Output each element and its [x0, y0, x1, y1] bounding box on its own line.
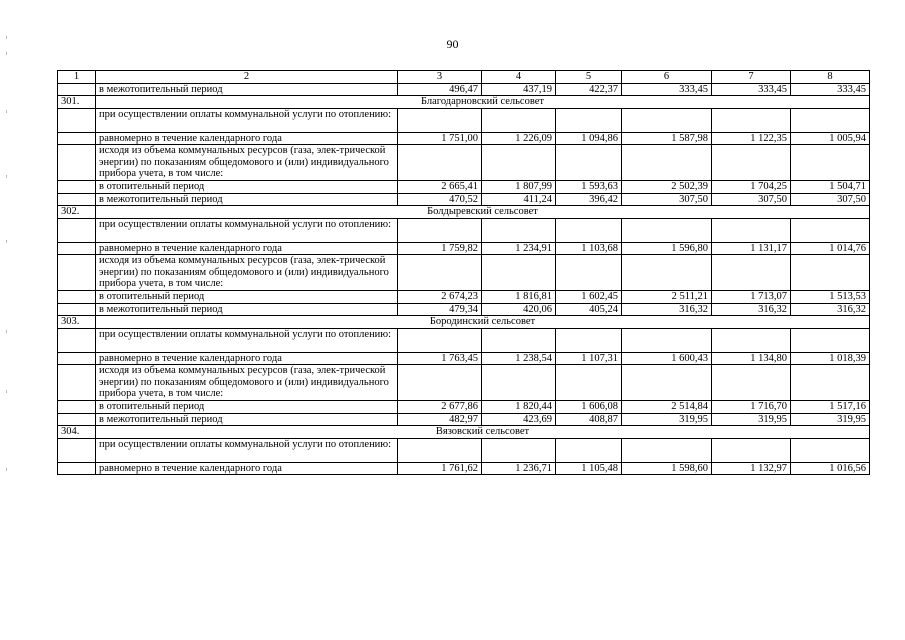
- table-body: [58, 71, 870, 475]
- table-row: [58, 242, 870, 255]
- value-cell: 1 018,39: [791, 352, 870, 365]
- table-row: [58, 328, 870, 352]
- value-cell: [622, 255, 712, 291]
- section-title: Вязовский сельсовет: [96, 426, 870, 439]
- row-label: в отопительный период: [96, 181, 398, 194]
- column-number-cell: 2: [96, 71, 398, 84]
- value-cell: [556, 218, 622, 242]
- index-cell: [58, 83, 96, 96]
- row-label: при осуществлении оплаты коммунальной услуги по отоплению:: [96, 438, 398, 462]
- section-index: 304.: [58, 426, 96, 439]
- row-label: при осуществлении оплаты коммунальной услуги по отоплению:: [96, 328, 398, 352]
- value-cell: 1 751,00: [398, 132, 482, 145]
- section-title: Благодарновский сельсовет: [96, 96, 870, 109]
- index-cell: [58, 255, 96, 291]
- column-number-cell: 5: [556, 71, 622, 84]
- value-cell: 1 132,97: [712, 462, 791, 475]
- value-cell: [556, 438, 622, 462]
- value-cell: 1 103,68: [556, 242, 622, 255]
- table-row: [58, 255, 870, 291]
- index-cell: [58, 291, 96, 304]
- value-cell: 1 134,80: [712, 352, 791, 365]
- column-number-cell: 4: [482, 71, 556, 84]
- value-cell: [482, 328, 556, 352]
- value-cell: 307,50: [791, 193, 870, 206]
- table-row: [58, 438, 870, 462]
- value-cell: [622, 328, 712, 352]
- value-cell: 420,06: [482, 303, 556, 316]
- value-cell: 1 600,43: [622, 352, 712, 365]
- row-label: равномерно в течение календарного года: [96, 132, 398, 145]
- value-cell: 1 005,94: [791, 132, 870, 145]
- value-cell: 1 713,07: [712, 291, 791, 304]
- value-cell: 408,87: [556, 413, 622, 426]
- value-cell: 479,34: [398, 303, 482, 316]
- value-cell: [791, 255, 870, 291]
- section-index: 303.: [58, 316, 96, 329]
- row-label: исходя из объема коммунальных ресурсов (газа, элек-трической энергии) по показаниям общедомового и (или) индивидуального прибора учета, в том числе:: [96, 145, 398, 181]
- section-header-row: [58, 206, 870, 219]
- value-cell: [398, 255, 482, 291]
- row-label: при осуществлении оплаты коммунальной услуги по отоплению:: [96, 218, 398, 242]
- value-cell: 1 593,63: [556, 181, 622, 194]
- value-cell: 2 677,86: [398, 401, 482, 414]
- value-cell: [791, 145, 870, 181]
- value-cell: 2 514,84: [622, 401, 712, 414]
- value-cell: [622, 365, 712, 401]
- index-cell: [58, 438, 96, 462]
- value-cell: [482, 255, 556, 291]
- value-cell: [622, 145, 712, 181]
- column-number-row: [58, 71, 870, 84]
- value-cell: [398, 438, 482, 462]
- value-cell: [791, 438, 870, 462]
- value-cell: [556, 365, 622, 401]
- row-label: при осуществлении оплаты коммунальной услуги по отоплению:: [96, 108, 398, 132]
- value-cell: 496,47: [398, 83, 482, 96]
- value-cell: [712, 438, 791, 462]
- value-cell: 1 226,09: [482, 132, 556, 145]
- table-row: [58, 413, 870, 426]
- section-index: 301.: [58, 96, 96, 109]
- table-row: [58, 108, 870, 132]
- table-row: [58, 193, 870, 206]
- value-cell: 470,52: [398, 193, 482, 206]
- table-row: [58, 401, 870, 414]
- value-cell: [482, 365, 556, 401]
- value-cell: 2 665,41: [398, 181, 482, 194]
- row-label: исходя из объема коммунальных ресурсов (газа, элек-трической энергии) по показаниям общедомового и (или) индивидуального прибора учета, в том числе:: [96, 365, 398, 401]
- value-cell: 1 763,45: [398, 352, 482, 365]
- value-cell: 482,97: [398, 413, 482, 426]
- index-cell: [58, 413, 96, 426]
- value-cell: 423,69: [482, 413, 556, 426]
- value-cell: 1 014,76: [791, 242, 870, 255]
- value-cell: [398, 365, 482, 401]
- value-cell: [791, 108, 870, 132]
- value-cell: 1 598,60: [622, 462, 712, 475]
- index-cell: [58, 145, 96, 181]
- row-label: в отопительный период: [96, 291, 398, 304]
- row-label: в отопительный период: [96, 401, 398, 414]
- value-cell: 1 094,86: [556, 132, 622, 145]
- value-cell: [791, 328, 870, 352]
- value-cell: [622, 438, 712, 462]
- value-cell: 1 704,25: [712, 181, 791, 194]
- index-cell: [58, 401, 96, 414]
- section-header-row: [58, 426, 870, 439]
- value-cell: [712, 255, 791, 291]
- value-cell: 1 517,16: [791, 401, 870, 414]
- value-cell: 319,95: [791, 413, 870, 426]
- index-cell: [58, 328, 96, 352]
- value-cell: [622, 218, 712, 242]
- value-cell: 2 502,39: [622, 181, 712, 194]
- value-cell: 1 504,71: [791, 181, 870, 194]
- value-cell: [622, 108, 712, 132]
- row-label: в межотопительный период: [96, 83, 398, 96]
- index-cell: [58, 352, 96, 365]
- value-cell: [556, 108, 622, 132]
- value-cell: 2 511,21: [622, 291, 712, 304]
- value-cell: 319,95: [622, 413, 712, 426]
- column-number-cell: 6: [622, 71, 712, 84]
- value-cell: 319,95: [712, 413, 791, 426]
- row-label: равномерно в течение календарного года: [96, 352, 398, 365]
- value-cell: 396,42: [556, 193, 622, 206]
- value-cell: 333,45: [712, 83, 791, 96]
- value-cell: [556, 145, 622, 181]
- section-header-row: [58, 96, 870, 109]
- value-cell: 1 122,35: [712, 132, 791, 145]
- value-cell: 307,50: [622, 193, 712, 206]
- value-cell: 1 761,62: [398, 462, 482, 475]
- value-cell: 2 674,23: [398, 291, 482, 304]
- table-row: [58, 145, 870, 181]
- table-row: [58, 352, 870, 365]
- index-cell: [58, 303, 96, 316]
- table-row: [58, 365, 870, 401]
- table-row: [58, 218, 870, 242]
- value-cell: 1 759,82: [398, 242, 482, 255]
- table-row: [58, 181, 870, 194]
- table-row: [58, 291, 870, 304]
- table-row: [58, 132, 870, 145]
- index-cell: [58, 218, 96, 242]
- value-cell: 1 131,17: [712, 242, 791, 255]
- value-cell: 1 606,08: [556, 401, 622, 414]
- value-cell: [712, 365, 791, 401]
- value-cell: 1 716,70: [712, 401, 791, 414]
- value-cell: [712, 108, 791, 132]
- section-header-row: [58, 316, 870, 329]
- value-cell: [712, 145, 791, 181]
- index-cell: [58, 462, 96, 475]
- value-cell: 405,24: [556, 303, 622, 316]
- value-cell: 1 105,48: [556, 462, 622, 475]
- value-cell: [398, 145, 482, 181]
- column-number-cell: 3: [398, 71, 482, 84]
- section-title: Бородинский сельсовет: [96, 316, 870, 329]
- row-label: в межотопительный период: [96, 413, 398, 426]
- row-label: в межотопительный период: [96, 193, 398, 206]
- value-cell: [712, 218, 791, 242]
- index-cell: [58, 181, 96, 194]
- value-cell: 307,50: [712, 193, 791, 206]
- value-cell: 1 107,31: [556, 352, 622, 365]
- value-cell: 1 596,80: [622, 242, 712, 255]
- index-cell: [58, 365, 96, 401]
- row-label: в межотопительный период: [96, 303, 398, 316]
- value-cell: [398, 108, 482, 132]
- index-cell: [58, 242, 96, 255]
- page-number: 90: [446, 37, 459, 51]
- index-cell: [58, 132, 96, 145]
- value-cell: [482, 145, 556, 181]
- row-label: исходя из объема коммунальных ресурсов (газа, элек-трической энергии) по показаниям общедомового и (или) индивидуального прибора учета, в том числе:: [96, 255, 398, 291]
- value-cell: 1 016,56: [791, 462, 870, 475]
- value-cell: 1 587,98: [622, 132, 712, 145]
- value-cell: [556, 328, 622, 352]
- value-cell: 422,37: [556, 83, 622, 96]
- value-cell: 333,45: [791, 83, 870, 96]
- value-cell: 437,19: [482, 83, 556, 96]
- value-cell: 316,32: [712, 303, 791, 316]
- value-cell: [398, 328, 482, 352]
- section-index: 302.: [58, 206, 96, 219]
- column-number-cell: 1: [58, 71, 96, 84]
- value-cell: [791, 365, 870, 401]
- value-cell: [482, 438, 556, 462]
- value-cell: [398, 218, 482, 242]
- table-row: [58, 462, 870, 475]
- column-number-cell: 8: [791, 71, 870, 84]
- row-label: равномерно в течение календарного года: [96, 462, 398, 475]
- value-cell: 1 234,91: [482, 242, 556, 255]
- section-title: Болдыревский сельсовет: [96, 206, 870, 219]
- margin-marks: [6, 0, 8, 640]
- value-cell: 1 820,44: [482, 401, 556, 414]
- value-cell: 1 602,45: [556, 291, 622, 304]
- tariff-table: [57, 70, 870, 475]
- value-cell: [556, 255, 622, 291]
- value-cell: 316,32: [622, 303, 712, 316]
- value-cell: 333,45: [622, 83, 712, 96]
- value-cell: 1 816,81: [482, 291, 556, 304]
- table-row: [58, 83, 870, 96]
- index-cell: [58, 193, 96, 206]
- value-cell: 316,32: [791, 303, 870, 316]
- row-label: равномерно в течение календарного года: [96, 242, 398, 255]
- value-cell: [482, 108, 556, 132]
- table-row: [58, 303, 870, 316]
- value-cell: 1 513,53: [791, 291, 870, 304]
- value-cell: 1 236,71: [482, 462, 556, 475]
- value-cell: [791, 218, 870, 242]
- value-cell: 1 238,54: [482, 352, 556, 365]
- value-cell: [712, 328, 791, 352]
- value-cell: 1 807,99: [482, 181, 556, 194]
- value-cell: [482, 218, 556, 242]
- column-number-cell: 7: [712, 71, 791, 84]
- index-cell: [58, 108, 96, 132]
- value-cell: 411,24: [482, 193, 556, 206]
